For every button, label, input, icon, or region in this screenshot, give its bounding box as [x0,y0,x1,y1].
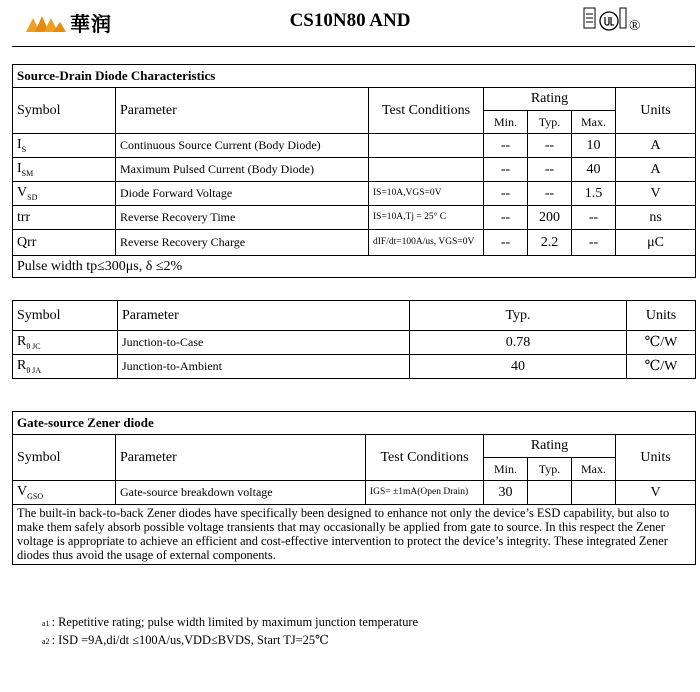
typ-cell: -- [528,134,572,158]
min-cell: -- [484,182,528,206]
col-header-typ: Typ. [528,111,572,134]
test-condition-cell [369,158,484,182]
footnote-a2: a2 : ISD =9A,di/dt ≤100A/us,VDD≤BVDS, Start TJ=25℃ [42,633,329,647]
min-cell: -- [484,158,528,182]
symbol-cell: $R_{\theta JA}$ [13,355,118,379]
unit-cell: μC [616,230,696,256]
table-row [13,331,696,355]
table-row [13,481,696,505]
brand-text: 華润 [70,14,112,36]
col-header-test-conditions: Test Conditions [369,88,484,134]
col-header-test-conditions: Test Conditions [366,435,484,481]
symbol-cell: $I_S$ [13,134,116,158]
table-caption: Gate-source Zener diode [13,412,696,435]
col-header-typ: Typ. [528,458,572,481]
col-header-symbol: Symbol [13,88,116,134]
parameter-cell: Reverse Recovery Time [116,206,369,230]
col-header-parameter: Parameter [116,88,369,134]
registered-mark: ® [629,18,641,34]
parameter-cell: Junction-to-Ambient [118,355,410,379]
footnote-a1: a1 : Repetitive rating; pulse width limited by maximum junction temperature [42,615,419,629]
unit-cell: A [616,158,696,182]
test-condition-cell [369,134,484,158]
max-cell: -- [572,206,616,230]
min-cell: 30 [484,481,528,505]
col-header-symbol: Symbol [13,435,116,481]
zener-diode-table [12,411,696,565]
table-row [13,206,696,230]
table-caption: Source-Drain Diode Characteristics [13,65,696,88]
typ-cell: 0.78 [410,331,627,355]
parameter-cell: Continuous Source Current (Body Diode) [116,134,369,158]
parameter-cell: Junction-to-Case [118,331,410,355]
header-rule [12,46,695,47]
min-cell: -- [484,206,528,230]
page-header [0,0,700,45]
certification-marks [583,6,640,34]
min-cell: -- [484,134,528,158]
parameter-cell: Diode Forward Voltage [116,182,369,206]
col-header-units: Units [616,435,696,481]
min-cell: -- [484,230,528,256]
typ-cell: 200 [528,206,572,230]
col-header-max: Max. [572,111,616,134]
thermal-resistance-table [12,300,696,379]
max-cell: 10 [572,134,616,158]
zener-description: The built-in back-to-back Zener diodes have specifically been designed to enhance not only the device’s ESD capability, but also to make them safely absorb possible voltage transients that may occasionally be applied from gate to source. In this respect the Zener voltage is appropriate to achieve an efficient and cost-effective intervention to protect the device’s integrity. These integrated Zener diodes thus avoid the usage of external components. [13,505,696,565]
unit-cell: ns [616,206,696,230]
col-header-min: Min. [484,458,528,481]
col-header-units: Units [616,88,696,134]
max-cell: 40 [572,158,616,182]
col-header-rating: Rating [484,88,616,111]
ul-listed-icon [583,6,627,34]
unit-cell: V [616,481,696,505]
pulse-width-note: Pulse width tp≤300μs, δ ≤2% [13,256,696,278]
parameter-cell: Reverse Recovery Charge [116,230,369,256]
typ-cell: 40 [410,355,627,379]
col-header-symbol: Symbol [13,301,118,331]
symbol-cell: Qrr [13,230,116,256]
unit-cell: V [616,182,696,206]
col-header-typ: Typ. [410,301,627,331]
col-header-units: Units [627,301,696,331]
table-row [13,355,696,379]
col-header-max: Max. [572,458,616,481]
document-title: CS10N80 AND [289,10,411,31]
table-row [13,134,696,158]
max-cell: -- [572,230,616,256]
typ-cell: -- [528,158,572,182]
test-condition-cell: IS=10A,VGS=0V [369,182,484,206]
typ-cell: 2.2 [528,230,572,256]
symbol-cell: $I_{SM}$ [13,158,116,182]
max-cell: 1.5 [572,182,616,206]
symbol-cell: $V_{SD}$ [13,182,116,206]
typ-cell: -- [528,182,572,206]
test-condition-cell: dIF/dt=100A/us, VGS=0V [369,230,484,256]
test-condition-cell: IS=10A,Tj = 25° C [369,206,484,230]
col-header-parameter: Parameter [116,435,366,481]
table-row [13,158,696,182]
unit-cell: A [616,134,696,158]
symbol-cell: trr [13,206,116,230]
test-condition-cell: IGS= ±1mA(Open Drain) [366,481,484,505]
col-header-parameter: Parameter [118,301,410,331]
symbol-cell: $R_{\theta JC}$ [13,331,118,355]
col-header-min: Min. [484,111,528,134]
symbol-cell: $V_{GSO}$ [13,481,116,505]
max-cell [572,481,616,505]
parameter-cell: Maximum Pulsed Current (Body Diode) [116,158,369,182]
table-row [13,182,696,206]
unit-cell: ℃/W [627,331,696,355]
typ-cell [528,481,572,505]
col-header-rating: Rating [484,435,616,458]
table-row [13,230,696,256]
source-drain-diode-table [12,64,696,278]
unit-cell: ℃/W [627,355,696,379]
parameter-cell: Gate-source breakdown voltage [116,481,366,505]
footnotes [42,614,418,650]
